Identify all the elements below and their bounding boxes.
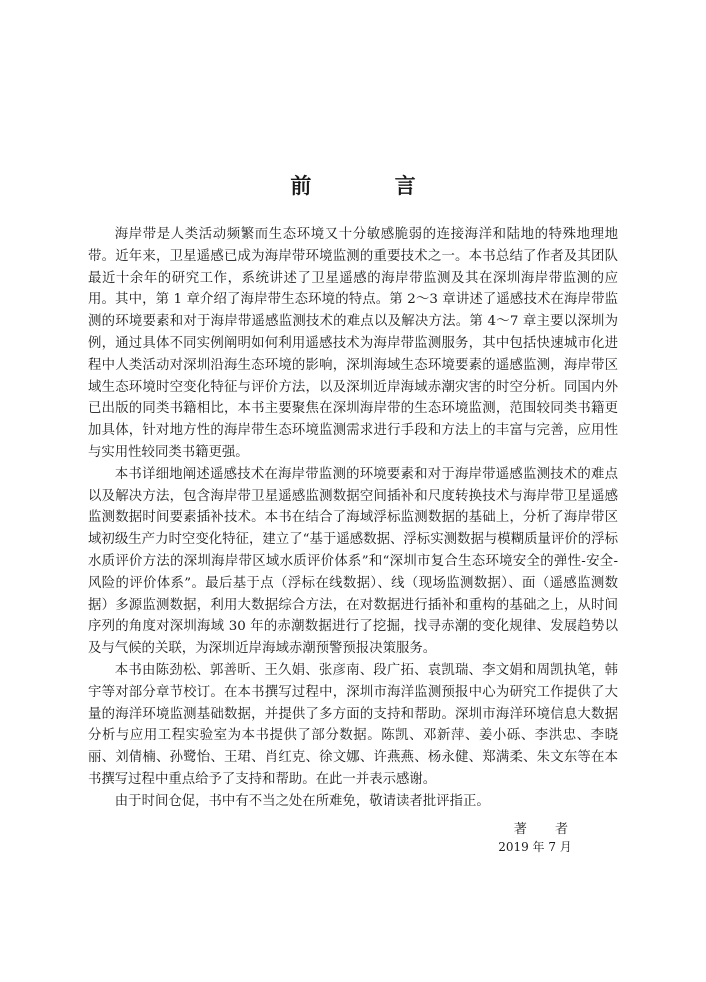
signature-date: 2019 年 7 月: [498, 840, 572, 854]
paragraph-1: 海岸带是人类活动频繁而生态环境又十分敏感脆弱的连接海洋和陆地的特殊地理地带。近年来，卫星遥感已成为海岸带环境监测的重要技术之一。本书总结了作者及其团队最近十余年的研究工作，系统讲述了卫星遥感的海岸带监测及其在深圳海岸带监测的应用。其中，第 1 章介绍了海岸带生态环境的特点。第 2～3 章讲述了遥感技术在海岸带监测的环境要素和对于海岸带遥感监测技术的难点以及解决方法。第 4～7 章主要以深圳为例，通过具体不同实例阐明如何利用遥感技术为海岸带监测服务，其中包括快速城市化进程中人类活动对深圳沿海生态环境的影响，深圳海域生态环境要素的遥感监测，海岸带区域生态环境时空变化特征与评价方法，以及深圳近岸海域赤潮灾害的时空分析。同国内外已出版的同类书籍相比，本书主要聚焦在深圳海岸带的生态环境监测，范围较同类书籍更加具体，针对地方性的海岸带生态环境监测需求进行手段和方法上的丰富与完善，应用性与实用性较同类书籍更强。: [88, 227, 618, 460]
page-title: 前 言: [290, 174, 454, 198]
signature-author: 著 者: [513, 822, 581, 837]
paragraph-4: 由于时间仓促，书中有不当之处在所难免，敬请读者批评指正。: [114, 793, 490, 809]
paragraph-2: 本书详细地阐述遥感技术在海岸带监测的环境要素和对于海岸带遥感监测技术的难点以及解决方法，包含海岸带卫星遥感监测数据空间插补和尺度转换技术与海岸带卫星遥感监测数据时间要素插补技术。本书在结合了海域浮标监测数据的基础上，分析了海岸带区域初级生产力时空变化特征，建立了“基于遥感数据、浮标实测数据与模糊质量评价的浮标水质评价方法的深圳海岸带区域水质评价体系”和“深圳市复合生态环境安全的弹性-安全-风险的评价体系”。最后基于点（浮标在线数据）、线（现场监测数据）、面（遥感监测数据）多源监测数据，利用大数据综合方法，在对数据进行插补和重构的基础之上，从时间序列的角度对深圳海域 30 年的赤潮数据进行了挖掘，找寻赤潮的变化规律、发展趋势以及与气候的关联，为深圳近岸海域赤潮预警预报决策服务。: [88, 466, 618, 657]
preface-body: [88, 224, 618, 813]
paragraph-3: 本书由陈劲松、郭善昕、王久娟、张彦南、段广拓、袁凯瑞、李文娟和周凯执笔，韩宇等对部分章节校订。在本书撰写过程中，深圳市海洋监测预报中心为研究工作提供了大量的海洋环境监测基础数据，并提供了多方面的支持和帮助。深圳市海洋环境信息大数据分析与应用工程实验室为本书提供了部分数据。陈凯、邓新萍、姜小砾、李洪忠、李晓丽、刘倩楠、孙鹭怡、王珺、肖红克、徐文娜、许燕燕、杨永健、郑满柔、朱文东等在本书撰写过程中重点给予了支持和帮助。在此一并表示感谢。: [88, 662, 618, 787]
